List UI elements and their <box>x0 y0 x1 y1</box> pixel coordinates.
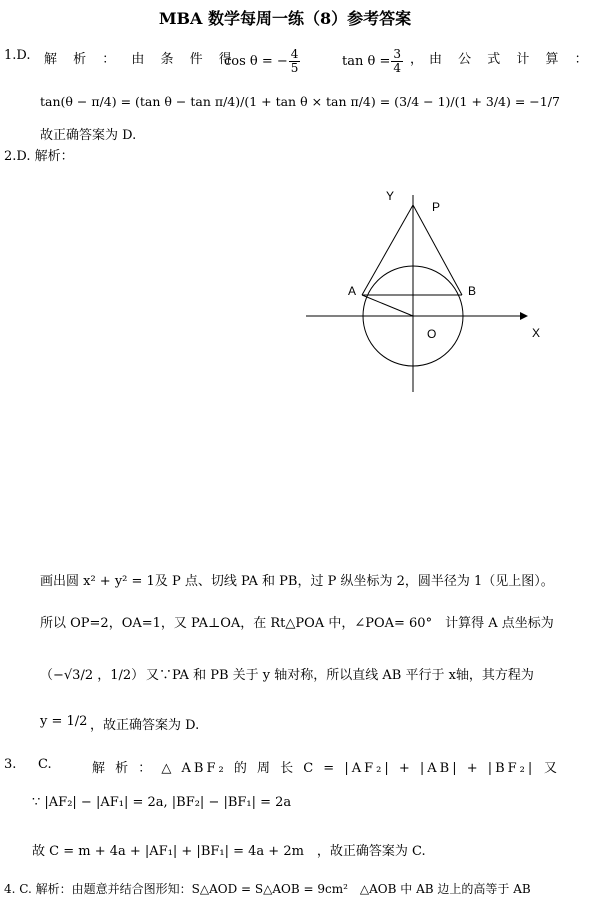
q2-para2: 所以 OP=2，OA=1，又 PA⊥OA，在 Rt△POA 中，∠POA= 60° 计算得 A 点坐标为 <box>40 616 554 631</box>
q2-para1: 画出圆 x² + y² = 1及 P 点、切线 PA 和 PB，过 P 纵坐标为 2，圆半径为 1（见上图）。 <box>40 574 554 589</box>
radius-oa <box>362 295 413 316</box>
q2-para4-eq: y = 1/2 <box>40 714 88 729</box>
q3-line3: 故 C = m + 4a + |AF₁| + |BF₁| = 4a + 2m ，故正确答案为 C. <box>32 844 426 859</box>
q1-formula: tan(θ − π/4) = (tan θ − tan π/4)/(1 + tan θ × tan π/4) = (3/4 − 1)/(1 + 3/4) = −1/7 <box>40 94 560 109</box>
label-p: P <box>432 200 441 214</box>
x-axis-arrow <box>520 312 528 320</box>
q2-para3-rest: 又∵PA 和 PB 关于 y 轴对称，所以直线 AB 平行于 x轴，其方程为 <box>146 668 534 683</box>
q1-tan-text: tan θ = <box>342 54 391 69</box>
label-y: Y <box>386 189 395 203</box>
q3-number: 3. <box>4 757 17 772</box>
q2-para3-coord: （−√3/2 ，1/2） <box>40 668 145 683</box>
q1-intro: 解 析 ： 由 条 件 得 <box>44 52 238 67</box>
q1-cos-num: 4 <box>290 47 299 61</box>
label-b: B <box>468 284 477 298</box>
q1-cos-text: cos θ = <box>224 54 273 69</box>
q1-tan <box>342 48 404 75</box>
q2-figure <box>300 180 550 400</box>
q3-line2: ∵ |AF₂| − |AF₁| = 2a, |BF₂| − |BF₁| = 2a <box>32 795 292 810</box>
page-title: MBA 数学每周一练（8）参考答案 <box>158 9 412 28</box>
q2-heading: 2.D. 解析： <box>4 149 74 164</box>
tangent-pb <box>413 205 462 295</box>
tangent-pa <box>362 205 413 295</box>
q1-tan-den: 4 <box>393 61 401 75</box>
q1-number: 1.D. <box>4 48 31 63</box>
q4-line: 4. C. 解析：由题意并结合图形知：S△AOD = S△AOB = 9cm² △AOB 中 AB 边上的高等于 AB <box>4 882 531 896</box>
q1-tan-fraction <box>391 48 403 75</box>
q1-after: ，由 公 式 计 算 ： <box>410 52 594 67</box>
q3-line1: 解 析 ： △ ABF₂ 的 周 长 C = |AF₂| + |AB| + |BF₂| <box>92 761 536 776</box>
q1-tan-num: 3 <box>393 47 401 61</box>
q3-line1-end: 又 <box>544 761 558 776</box>
label-a: A <box>348 284 357 298</box>
q1-cos-den: 5 <box>290 61 299 75</box>
q2-para4-rest: ，故正确答案为 D. <box>90 718 200 733</box>
q1-cos: cos θ = − $\frac{4}{5}$ <box>224 47 299 75</box>
q1-cos-fraction <box>289 48 301 75</box>
label-x: X <box>532 326 541 340</box>
q1-conclusion: 故正确答案为 D. <box>40 128 137 143</box>
q3-answer: C. <box>38 757 52 772</box>
label-o: O <box>427 327 437 341</box>
